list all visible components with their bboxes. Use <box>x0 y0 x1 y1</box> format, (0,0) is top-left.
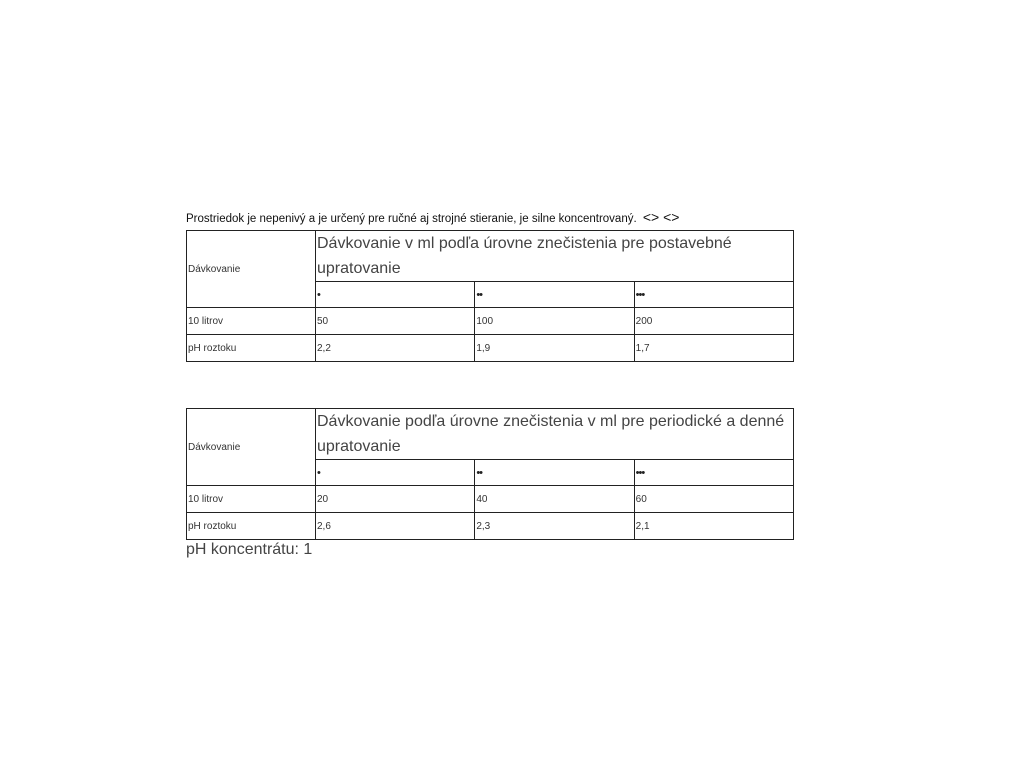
intro-extra-symbols: <> <> <box>642 209 680 225</box>
cell-value: 40 <box>475 486 634 513</box>
cell-value: 20 <box>316 486 475 513</box>
table-title: Dávkovanie podľa úrovne znečistenia v ml pre periodické a denné upratovanie <box>316 409 794 460</box>
level-2: •• <box>475 460 634 486</box>
table-row <box>187 335 794 362</box>
cell-value: 60 <box>634 486 793 513</box>
cell-value: 50 <box>316 308 475 335</box>
table-row <box>187 486 794 513</box>
cell-value: 100 <box>475 308 634 335</box>
cell-value: 2,3 <box>475 513 634 540</box>
ph-concentrate-text: pH koncentrátu: 1 <box>186 541 313 558</box>
cell-value: 2,1 <box>634 513 793 540</box>
table-row <box>187 308 794 335</box>
row-label: pH roztoku <box>187 335 316 362</box>
table-row <box>187 513 794 540</box>
cell-value: 1,9 <box>475 335 634 362</box>
cell-value: 2,6 <box>316 513 475 540</box>
table-title: Dávkovanie v ml podľa úrovne znečistenia pre postavebné upratovanie <box>316 231 794 282</box>
row-label: 10 litrov <box>187 308 316 335</box>
level-3: ••• <box>634 460 793 486</box>
level-1: • <box>316 282 475 308</box>
cell-value: 1,7 <box>634 335 793 362</box>
row-header-dosage: Dávkovanie <box>187 231 316 308</box>
cell-value: 200 <box>634 308 793 335</box>
row-label: pH roztoku <box>187 513 316 540</box>
row-label: 10 litrov <box>187 486 316 513</box>
level-1: • <box>316 460 475 486</box>
row-header-dosage: Dávkovanie <box>187 409 316 486</box>
dosage-table-periodic-daily <box>186 408 794 540</box>
intro-text: Prostriedok je nepenivý a je určený pre ručné aj strojné stieranie, je silne koncentrovaný. <box>186 213 637 225</box>
level-3: ••• <box>634 282 793 308</box>
dosage-table-post-construction <box>186 230 794 362</box>
level-2: •• <box>475 282 634 308</box>
intro-paragraph <box>186 209 679 225</box>
cell-value: 2,2 <box>316 335 475 362</box>
